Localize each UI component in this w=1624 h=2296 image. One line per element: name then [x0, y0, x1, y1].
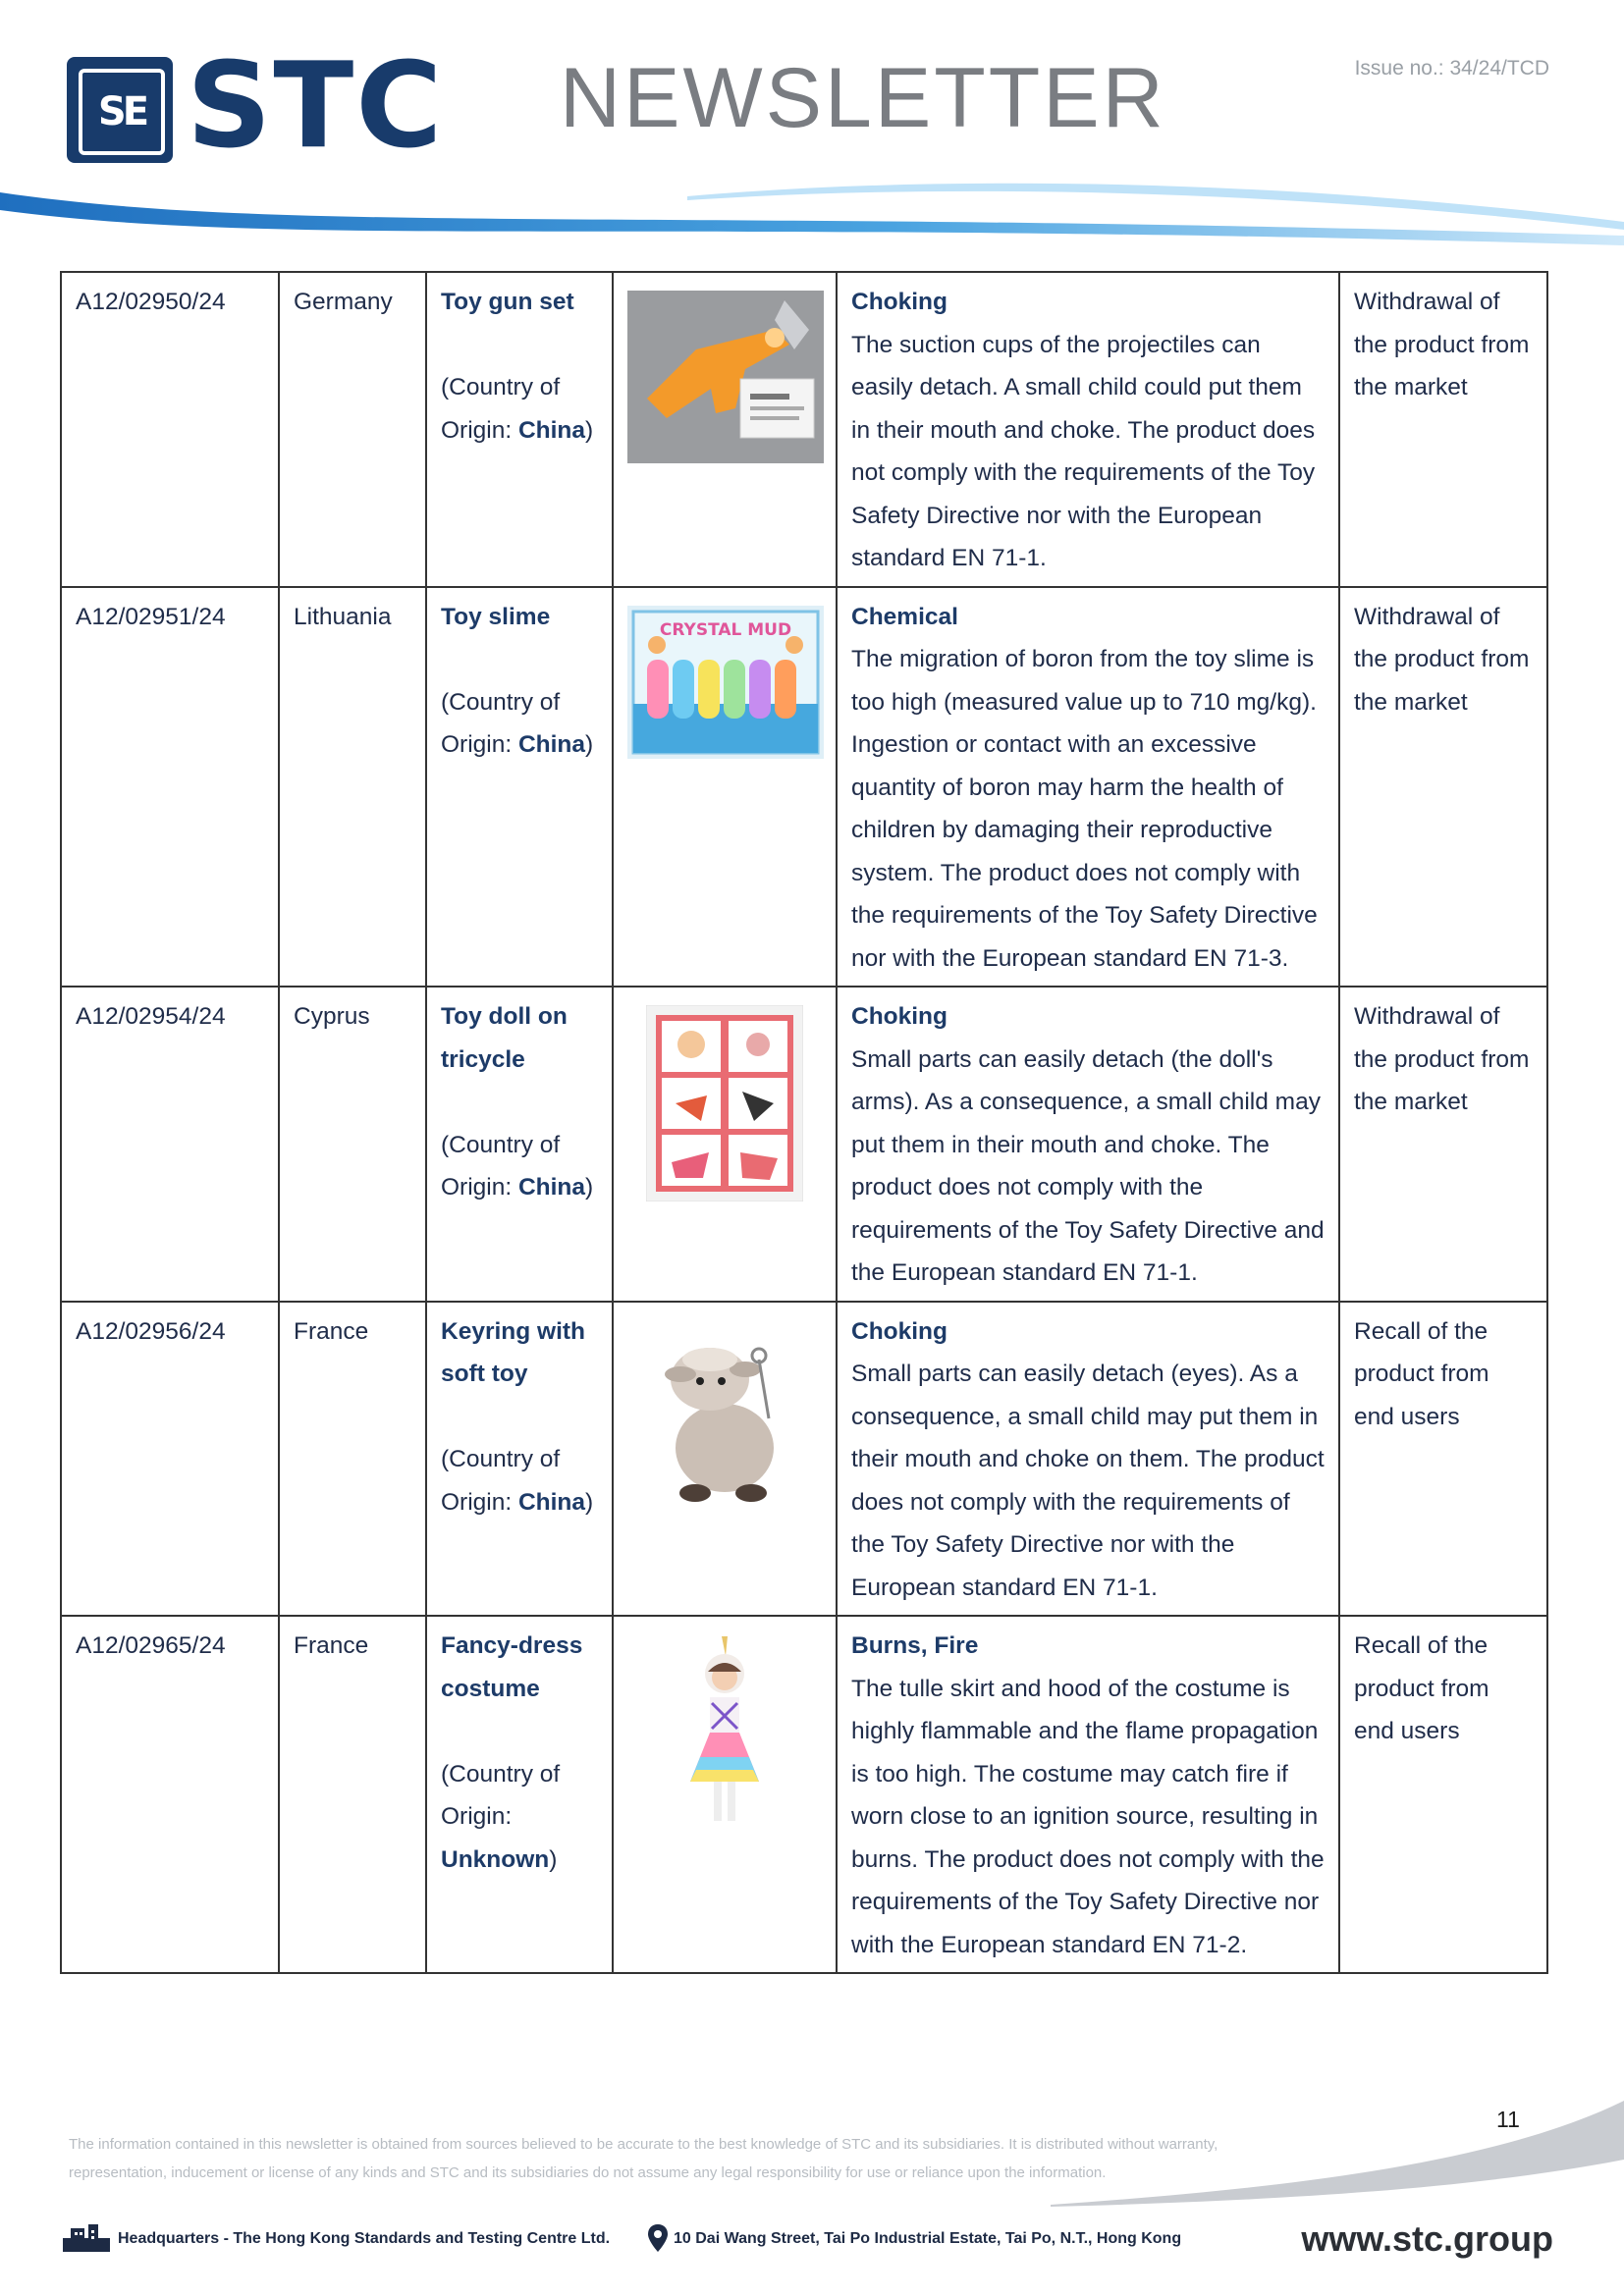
stc-logo-mark [67, 57, 173, 163]
risk-description: The suction cups of the projectiles can easily detach. A small child could put them in their mouth and choke. The product does not comply with the requirements of the Toy Safety Directive nor with the European standard EN 71-1. [851, 331, 1316, 571]
toy-gun-set-photo [627, 291, 824, 463]
measure-cell: Withdrawal of the product from the market [1339, 587, 1547, 988]
risk-type: Chemical [851, 603, 958, 630]
disclaimer-text: The information contained in this newsletter is obtained from sources believed to be accurate to the best knowledge of STC and its subsidiaries. It is distributed without warranty, representation, inducement or license of any kinds and STC and its subsidiaries do not assume any legal responsibility for use or reliance upon the information. [69, 2136, 1218, 2181]
website-link[interactable]: www.stc.group [1301, 2218, 1553, 2259]
location-pin-icon [648, 2224, 668, 2252]
product-cell [426, 987, 613, 1302]
newsletter-title: NEWSLETTER [560, 51, 1166, 145]
page-number: 11 [1496, 2107, 1520, 2132]
origin-value: China [517, 1488, 586, 1516]
ref-cell: A12/02950/24 [61, 272, 279, 587]
origin-prefix: (Country of Origin: [441, 1446, 561, 1516]
address-text: 10 Dai Wang Street, Tai Po Industrial Estate, Tai Po, N.T., Hong Kong [674, 2230, 1182, 2247]
image-cell [613, 1616, 837, 1973]
table-row [61, 1302, 1547, 1617]
risk-description: Small parts can easily detach (eyes). As a consequence, a small child may put them in their mouth and choke on them. The product does not comply with the requirements of the Toy Safety Directive nor with the European standard EN 71-1. [851, 1361, 1325, 1601]
image-cell [613, 1302, 837, 1617]
product-name: Keyring with soft toy [441, 1317, 586, 1387]
origin-suffix: ) [549, 1845, 558, 1873]
risk-description: The tulle skirt and hood of the costume is highly flammable and the flame propagation is too high. The costume may catch fire if worn close to an ignition source, resulting in burns. The product does not comply with the requirements of the Toy Safety Directive nor with the European standard EN 71-2. [851, 1675, 1325, 1958]
toy-doll-tricycle-photo [646, 1005, 803, 1201]
keyring-soft-toy-photo [641, 1320, 808, 1517]
risk-cell [837, 272, 1339, 587]
origin-prefix: (Country of Origin: [441, 1131, 561, 1201]
risk-cell [837, 587, 1339, 988]
logo-glyph: SE [97, 89, 146, 134]
image-cell [613, 272, 837, 587]
risk-cell [837, 1302, 1339, 1617]
origin-prefix: (Country of Origin: [441, 688, 561, 758]
product-name: Toy doll on tricycle [441, 1003, 568, 1073]
origin-suffix: ) [585, 1174, 594, 1201]
product-cell [426, 1616, 613, 1973]
table-row [61, 1616, 1547, 1973]
product-name: Toy gun set [441, 289, 574, 315]
origin-value: Unknown [441, 1845, 550, 1873]
product-cell [426, 1302, 613, 1617]
issue-number: Issue no.: 34/24/TCD [1354, 57, 1549, 80]
risk-type: Choking [851, 1317, 947, 1345]
country-cell: Lithuania [279, 587, 426, 988]
product-cell [426, 272, 613, 587]
ref-cell: A12/02956/24 [61, 1302, 279, 1617]
product-cell [426, 587, 613, 988]
origin-value: China [517, 1174, 586, 1201]
origin-suffix: ) [585, 416, 594, 444]
slime-box-text: CRYSTAL MUD [659, 619, 792, 640]
image-cell [613, 587, 837, 988]
risk-cell [837, 1616, 1339, 1973]
measure-cell: Withdrawal of the product from the market [1339, 272, 1547, 587]
fancy-dress-costume-photo [671, 1634, 779, 1835]
origin-value: China [517, 731, 586, 758]
toy-slime-photo [627, 606, 824, 759]
recall-table [60, 271, 1548, 1974]
table-row [61, 987, 1547, 1302]
measure-cell: Recall of the product from end users [1339, 1302, 1547, 1617]
building-icon [63, 2224, 110, 2252]
table-row [61, 272, 1547, 587]
image-cell [613, 987, 837, 1302]
ref-cell: A12/02951/24 [61, 587, 279, 988]
measure-cell: Recall of the product from end users [1339, 1616, 1547, 1973]
logo-frame [79, 69, 165, 155]
risk-description: The migration of boron from the toy slime is too high (measured value up to 710 mg/kg). Ingestion or contact with an excessive quantity of boron may harm the health of children by damaging their reproductive system. The product does not comply with the requirements of the Toy Safety Directive nor with the European standard EN 71-3. [851, 646, 1318, 972]
header-swoosh-decoration [0, 177, 1624, 255]
country-cell: Cyprus [279, 987, 426, 1302]
origin-prefix: (Country of Origin: [441, 374, 561, 444]
stc-logo-text: STC [187, 38, 445, 175]
origin-value: China [517, 416, 586, 444]
table-row [61, 587, 1547, 988]
risk-type: Choking [851, 1003, 947, 1030]
risk-type: Burns, Fire [851, 1632, 979, 1659]
ref-cell: A12/02954/24 [61, 987, 279, 1302]
measure-cell: Withdrawal of the product from the market [1339, 987, 1547, 1302]
risk-cell [837, 987, 1339, 1302]
country-cell: Germany [279, 272, 426, 587]
product-name: Toy slime [441, 603, 551, 630]
country-cell: France [279, 1616, 426, 1973]
product-name: Fancy-dress costume [441, 1632, 583, 1702]
risk-type: Choking [851, 289, 947, 315]
risk-description: Small parts can easily detach (the doll's arms). As a consequence, a small child may put them in their mouth and choke. The product does not comply with the requirements of the Toy Safety Directive and the European standard EN 71-1. [851, 1045, 1325, 1286]
origin-prefix: (Country of Origin: [441, 1760, 561, 1830]
headquarters-text: Headquarters - The Hong Kong Standards and Testing Centre Ltd. [118, 2230, 611, 2247]
origin-suffix: ) [585, 731, 594, 758]
origin-suffix: ) [585, 1488, 594, 1516]
country-cell: France [279, 1302, 426, 1617]
ref-cell: A12/02965/24 [61, 1616, 279, 1973]
